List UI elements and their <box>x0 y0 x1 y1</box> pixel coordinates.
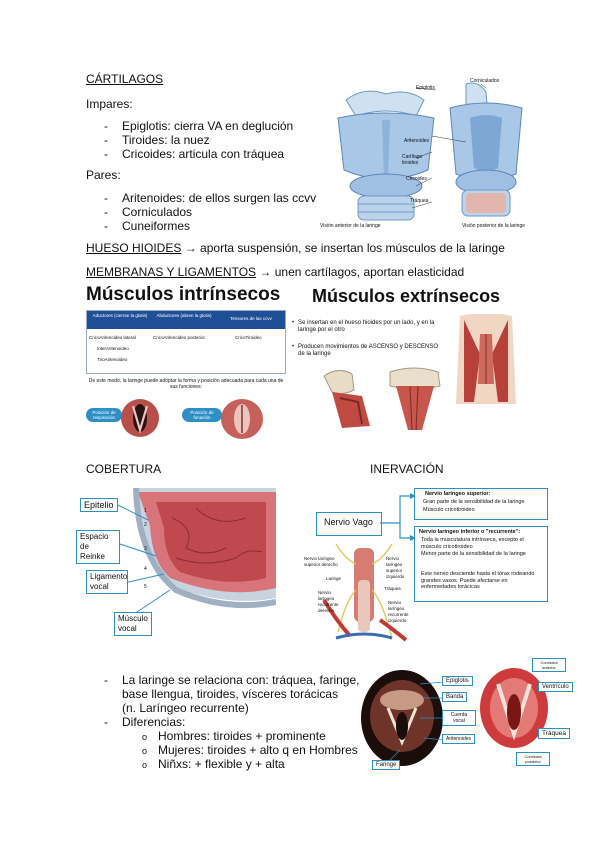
endo-label: Epiglotis <box>442 676 473 686</box>
glottis-closed-image <box>220 398 264 440</box>
arrow-icon: → <box>184 241 197 255</box>
membranas-line <box>86 265 464 279</box>
intrinsecos-title: Músculos intrínsecos <box>86 284 281 305</box>
pares-label: Pares: <box>86 168 121 182</box>
figure-caption: Visión anterior de la laringe <box>320 223 381 229</box>
hueso-hioides-line <box>86 241 505 255</box>
list-item: - Cricoides: articula con tráquea <box>122 147 284 161</box>
bullet-icon: • <box>292 344 295 350</box>
nervio-inferior-item: Menor parte de la sensibilidad de la laringe <box>421 551 526 557</box>
figure-caption: Visión posterior de la laringe <box>462 223 526 229</box>
extrinsecos-title: Músculos extrínsecos <box>312 286 501 306</box>
neck-muscles-image <box>450 314 522 406</box>
extrinsecos-bullet <box>292 320 444 334</box>
membranas-text: unen cartílagos, aportan elasticidad <box>274 265 465 279</box>
endo-label: Faringe <box>372 760 400 770</box>
bullet-text: Se insertan en el hueso hioides por un lado, y en la laringe por el otro <box>298 320 435 333</box>
label-ligamento-vocal: Ligamento vocal <box>86 570 128 594</box>
nervio-vago-label: Nervio Vago <box>324 517 373 527</box>
label-espacio-reinke: Espacio de Reinke <box>76 530 120 564</box>
nervio-inferior-item: Toda la musculatura intrínseca, excepto el músculo cricotiroideo <box>421 537 524 550</box>
endo-label: Cuerda vocal <box>442 710 476 726</box>
list-item: - Epiglotis: cierra VA en deglución <box>122 119 293 133</box>
nerve-label: Nervio laríngeo recurrente izquierdo <box>388 600 409 623</box>
endo-label: Aritenoides <box>442 734 475 744</box>
skull-muscles-image <box>318 366 376 432</box>
larynx-illustration <box>316 78 552 232</box>
hyoid-muscles-image <box>380 364 450 432</box>
hueso-hioides-label: HUESO HIOIDES <box>86 241 182 255</box>
diferencias-item: o Niñxs: + flexible y + alta <box>158 757 285 771</box>
label-musculo-vocal: Músculo vocal <box>114 612 152 636</box>
table-header: Abductores (abren la glotis) <box>156 313 212 318</box>
glottis-label: Comisura anterior <box>532 658 566 672</box>
arrow-icon: → <box>259 265 272 279</box>
diferencias-label: - Diferencias: <box>122 715 185 729</box>
nerve-label: Nervio laríngeo superior izquierdo <box>386 556 405 579</box>
number-label: 5 <box>144 584 147 590</box>
heading-cartilagos: CÁRTILAGOS <box>86 72 164 86</box>
list-item: - Aritenoides: de ellos surgen las ccvv <box>122 191 316 205</box>
nerve-label: Nervio laríngeo recurrente derecho <box>318 590 339 613</box>
number-label: 3 <box>144 546 147 552</box>
nerve-label: Laringe <box>326 576 342 581</box>
figure-label: Corniculados <box>470 78 500 84</box>
figure-label: Aritenoides <box>404 138 430 144</box>
nervio-superior-item: Gran parte de la sensibilidad de la laringe <box>423 499 525 505</box>
heading-cobertura: COBERTURA <box>86 462 162 476</box>
diferencias-item: o Mujeres: tiroides + alto q en Hombres <box>158 743 358 757</box>
figure-label: Cartílago tiroides <box>402 154 423 166</box>
glottis-label: Ventrículo <box>538 682 573 692</box>
relaciones-line: - La laringe se relaciona con: tráquea, faringe, <box>122 673 360 687</box>
hueso-hioides-text: aporta suspensión, se insertan los músculos de la laringe <box>200 241 505 255</box>
relaciones-line: base llengua, tiroides, vísceres torácicas <box>122 687 339 701</box>
number-label: 1 <box>144 508 147 514</box>
nervio-inferior-box <box>414 526 548 602</box>
table-cell: InterAritenoideo <box>97 346 129 351</box>
glottis-label: Tráquea <box>538 728 570 739</box>
nervio-inferior-item: Este nervio desciende hasta el tórax rodeando grandes vasos. Puede afectarse en enfermedades torácicas <box>421 571 535 590</box>
nervio-superior-title: Nervio laríngeo superior: <box>425 491 491 497</box>
nervio-superior-item: Músculo cricotiroideo <box>423 507 475 513</box>
label-epitelio: Epitelio <box>80 498 118 512</box>
bullet-text: Producen movimientos de ASCENSO y DESCENSO de la laringe <box>298 344 439 357</box>
number-label: 2 <box>144 522 147 528</box>
table-cell: TiroAritenoideo <box>97 357 128 362</box>
relaciones-line: (n. Laríngeo recurrente) <box>122 701 249 715</box>
list-item: - Tiroides: la nuez <box>122 133 210 147</box>
nerve-label: Tráquea <box>384 586 401 591</box>
list-item: - Corniculados <box>122 205 192 219</box>
intrinsecos-note: De este modo, la laringe puede adoptar la forma y posición adecuada para cada una de sus funciones: <box>88 378 284 390</box>
table-cell: CricoTiroideo <box>235 335 262 340</box>
glottis-open-image <box>120 398 160 438</box>
list-item: - Cuneiformes <box>122 219 190 233</box>
table-header: Aductores (cierran la glotis) <box>92 313 148 318</box>
figure-label: Cricoides <box>406 176 427 182</box>
nervio-superior-box <box>414 488 548 520</box>
table-cell: CricoAritenoideo lateral <box>89 335 136 340</box>
endoscopy-pointer-lines <box>380 668 450 768</box>
nervio-inferior-title: Nervio laríngeo inferior o "recurrente": <box>419 529 521 535</box>
table-cell: CricoAritenoideo posterior <box>153 335 206 340</box>
bullet-icon: • <box>292 320 295 326</box>
impares-label: Impares: <box>86 97 133 111</box>
glottis-label: Comisura posterior <box>516 752 550 766</box>
glottis-view-image <box>478 660 552 760</box>
figure-label: Epiglotis <box>416 85 435 91</box>
larynx-figure <box>316 78 552 232</box>
heading-inervacion: INERVACIÓN <box>370 462 444 476</box>
diferencias-item: o Hombres: tiroides + prominente <box>158 729 326 743</box>
extrinsecos-bullet <box>292 344 444 358</box>
endo-label: Banda <box>442 692 467 702</box>
figure-label: Tráquea <box>410 198 429 204</box>
table-header: Tensores de las ccvv <box>230 316 272 321</box>
nerve-label: Nervio laríngeo superior derecho <box>304 556 338 567</box>
posterior-larynx <box>450 83 522 216</box>
intrinsecos-table <box>86 310 286 374</box>
badge-label: Posición de fonación <box>190 410 214 420</box>
membranas-label: MEMBRANAS Y LIGAMENTOS <box>86 265 257 279</box>
badge-label: Posición de respiración <box>92 410 116 420</box>
number-label: 4 <box>144 566 147 572</box>
